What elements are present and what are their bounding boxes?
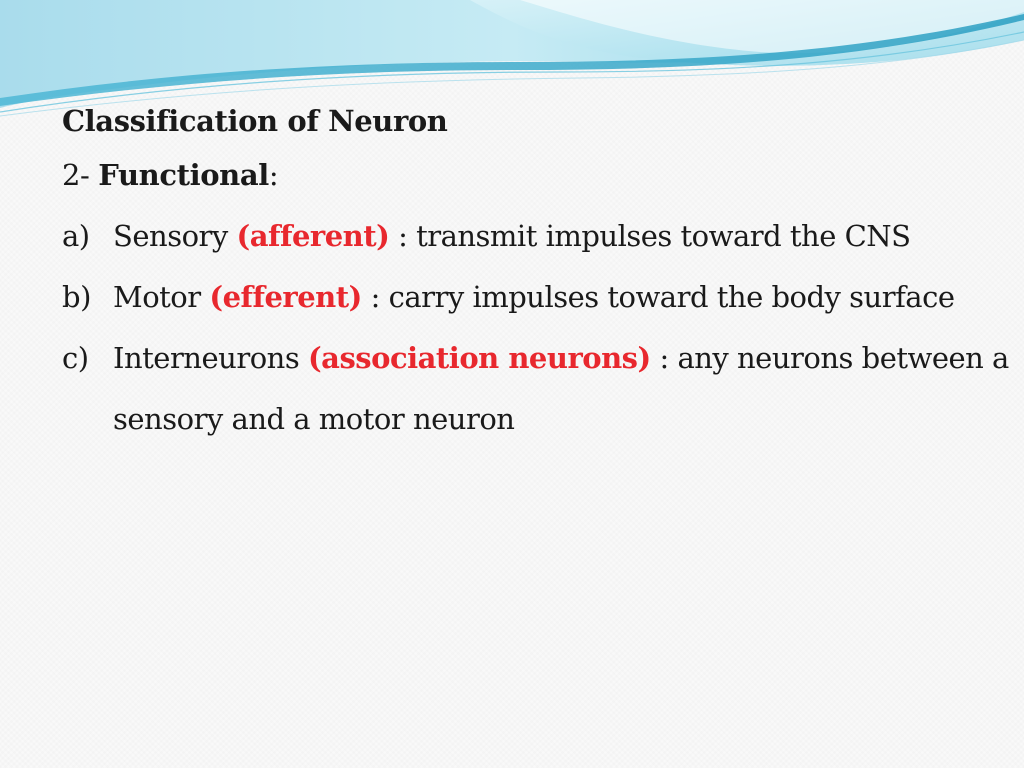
subheading-prefix: 2- xyxy=(62,158,99,192)
item-term: Sensory xyxy=(113,219,237,253)
subheading-label: Functional xyxy=(98,158,269,192)
list-item-sensory xyxy=(62,206,1012,267)
subheading-suffix: : xyxy=(268,158,279,192)
item-description: : transmit impulses toward the CNS xyxy=(389,219,911,253)
list-item-body xyxy=(113,206,1012,267)
list-marker: a) xyxy=(62,219,90,253)
item-qualifier: (afferent) xyxy=(236,219,390,253)
list-item-motor xyxy=(62,267,1012,328)
item-term: Motor xyxy=(113,280,210,314)
list-item-body xyxy=(113,328,1018,450)
item-qualifier: (efferent) xyxy=(209,280,362,314)
subheading xyxy=(62,144,1012,206)
item-description: : carry impulses toward the body surface xyxy=(361,280,955,314)
item-description: : any neurons between a sensory and a motor neuron xyxy=(113,341,1018,436)
list-marker: b) xyxy=(62,280,91,314)
list-marker: c) xyxy=(62,341,89,375)
slide-title: Classification of Neuron xyxy=(62,104,448,138)
item-qualifier: (association neurons) xyxy=(307,341,651,375)
list-item-body xyxy=(113,267,1012,328)
list-item-interneurons xyxy=(62,328,1018,450)
item-term: Interneurons xyxy=(113,341,308,375)
slide-content xyxy=(62,98,1018,450)
